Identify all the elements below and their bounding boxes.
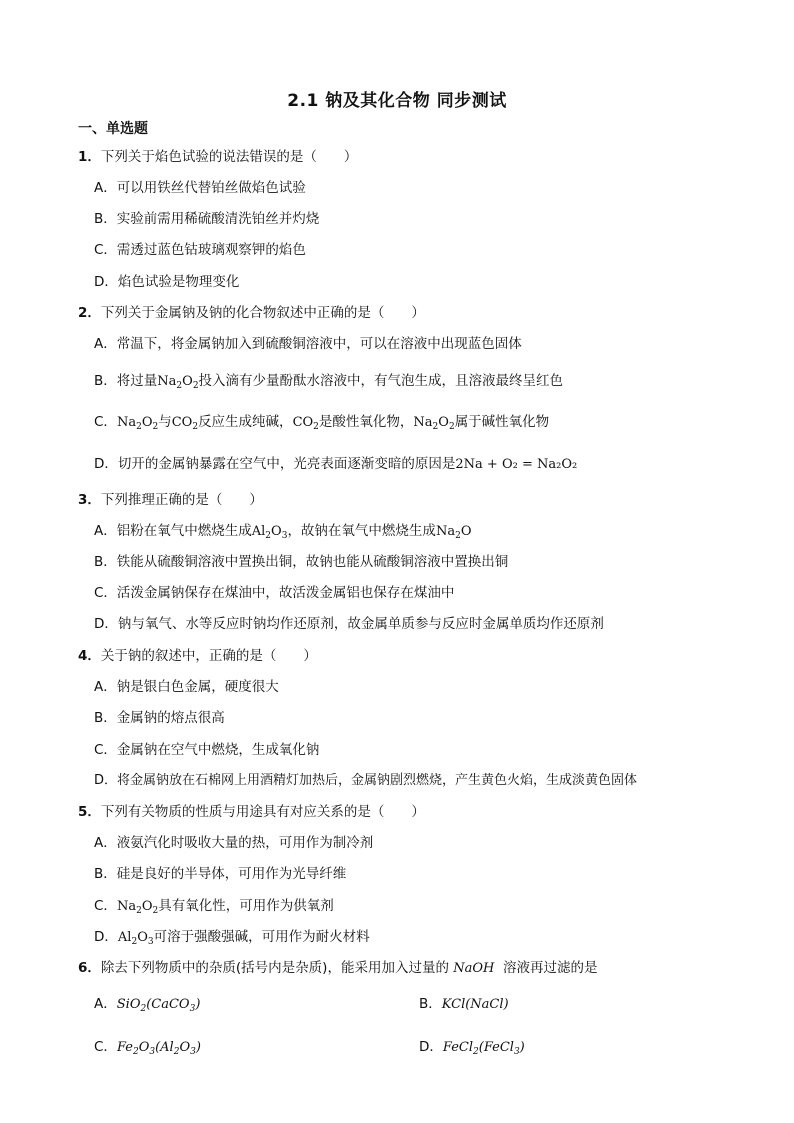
q2-option-d: D．切开的金属钠暴露在空气中，光亮表面逐渐变暗的原因是2Na + O₂ = Na₂O₂ (94, 456, 578, 472)
question-stem: 下列有关物质的性质与用途具有对应关系的是（ ） (100, 804, 425, 820)
formula-co2: $CO_2$ (292, 415, 319, 432)
q6-option-c: C．$Fe_2O_3(Al_2O_3)$ (94, 1039, 201, 1057)
question-3 (78, 488, 263, 508)
question-number: 1． (78, 149, 101, 165)
q3-option-a: A．铝粉在氧气中燃烧生成$Al_2O_3$，故钠在氧气中燃烧生成$Na_2O$ (94, 523, 472, 541)
q1-option-b: B．实验前需用稀硫酸清洗铂丝并灼烧 (94, 211, 320, 227)
q4-option-b: B．金属钠的熔点很高 (94, 710, 225, 726)
q5-option-a: A．液氨汽化时吸收大量的热，可用作为制冷剂 (94, 835, 374, 851)
formula-co2: $CO_2$ (171, 415, 199, 432)
question-stem: 关于钠的叙述中，正确的是（ ） (100, 648, 317, 664)
question-1 (78, 145, 357, 165)
q2-option-b: B．将过量$Na_2O_2$投入滴有少量酚酞水溶液中，有气泡生成，且溶液最终呈红色 (94, 373, 564, 391)
question-6: 6．除去下列物质中的杂质(括号内是杂质)，能采用加入过量的 NaOH 溶液再过滤的是 (78, 960, 598, 976)
q3-option-d: D．钠与氧气、水等反应时钠均作还原剂，故金属单质参与反应时金属单质均作还原剂 (94, 616, 604, 632)
formula-al2o3: $Al_2O_3$ (117, 930, 154, 947)
q1-option-c: C．需透过蓝色钴玻璃观察钾的焰色 (94, 242, 306, 258)
q3-option-b: B．铁能从硫酸铜溶液中置换出铜，故钠也能从硫酸铜溶液中置换出铜 (94, 554, 509, 570)
q6-option-b: B．KCl(NaCl) (419, 996, 509, 1012)
question-2 (78, 301, 425, 321)
q6-option-d: D．FeCl$_2$(FeCl$_3$) (419, 1039, 525, 1057)
formula-na2o2: $Na_2O_2$ (157, 374, 199, 391)
formula-naoh: NaOH (453, 961, 495, 976)
q2-option-c: C．$Na_2O_2$与$CO_2$反应生成纯碱，$CO_2$是酸性氧化物，$Na_2O_2$属于碱性氧化物 (94, 414, 550, 432)
q3-option-c: C．活泼金属钠保存在煤油中，故活泼金属铝也保存在煤油中 (94, 585, 455, 601)
question-number: 2． (78, 305, 101, 321)
equation: 2Na + O₂ = Na₂O₂ (455, 457, 578, 472)
question-4 (78, 644, 317, 664)
question-number: 3． (78, 492, 101, 508)
q5-option-c: C．$Na_2O_2$具有氧化性，可用作为供氧剂 (94, 898, 334, 916)
q4-option-d: D．将金属钠放在石棉网上用酒精灯加热后，金属钠剧烈燃烧，产生黄色火焰，生成淡黄色固体 (94, 773, 638, 788)
q5-option-b: B．硅是良好的半导体，可用作为光导纤维 (94, 866, 347, 882)
section-heading: 一、单选题 (78, 121, 148, 137)
formula-kcl-nacl: KCl(NaCl) (441, 997, 509, 1012)
q6-option-a: A．SiO$_2$(CaCO$_3$) (94, 996, 201, 1014)
page-title: 2.1 钠及其化合物 同步测试 (287, 91, 507, 111)
formula-na2o: $Na_2O$ (435, 524, 472, 541)
question-stem: 下列推理正确的是（ ） (100, 492, 263, 508)
formula-na2o2: $Na_2O_2$ (116, 899, 159, 916)
formula-al2o3: $Al_2O_3$ (251, 524, 288, 541)
q2-option-a: A．常温下，将金属钠加入到硫酸铜溶液中，可以在溶液中出现蓝色固体 (94, 336, 522, 352)
formula-fecl2-fecl3: FeCl$_2$(FeCl$_3$) (442, 1040, 525, 1057)
q1-option-a: A．可以用铁丝代替铂丝做焰色试验 (94, 180, 306, 196)
formula-na2o2: $Na_2O_2$ (116, 415, 159, 432)
question-number: 4． (78, 648, 101, 664)
question-number: 6． (78, 960, 101, 976)
formula-fe2o3-al2o3: $Fe_2O_3(Al_2O_3)$ (116, 1040, 201, 1057)
question-number: 5． (78, 804, 101, 820)
q5-option-d: D．$Al_2O_3$可溶于强酸强碱，可用作为耐火材料 (94, 929, 370, 947)
formula-sio2-caco3: SiO$_2$(CaCO$_3$) (116, 997, 201, 1014)
question-stem: 下列关于金属钠及钠的化合物叙述中正确的是（ ） (100, 305, 425, 321)
question-stem: 下列关于焰色试验的说法错误的是（ ） (100, 149, 358, 165)
q4-option-a: A．钠是银白色金属，硬度很大 (94, 679, 279, 695)
q1-option-d: D．焰色试验是物理变化 (94, 274, 240, 290)
formula-na2o2: $Na_2O_2$ (413, 415, 455, 432)
question-5 (78, 800, 425, 820)
q4-option-c: C．金属钠在空气中燃烧，生成氧化钠 (94, 742, 320, 758)
question-stem: 除去下列物质中的杂质(括号内是杂质)，能采用加入过量的 (100, 960, 449, 976)
